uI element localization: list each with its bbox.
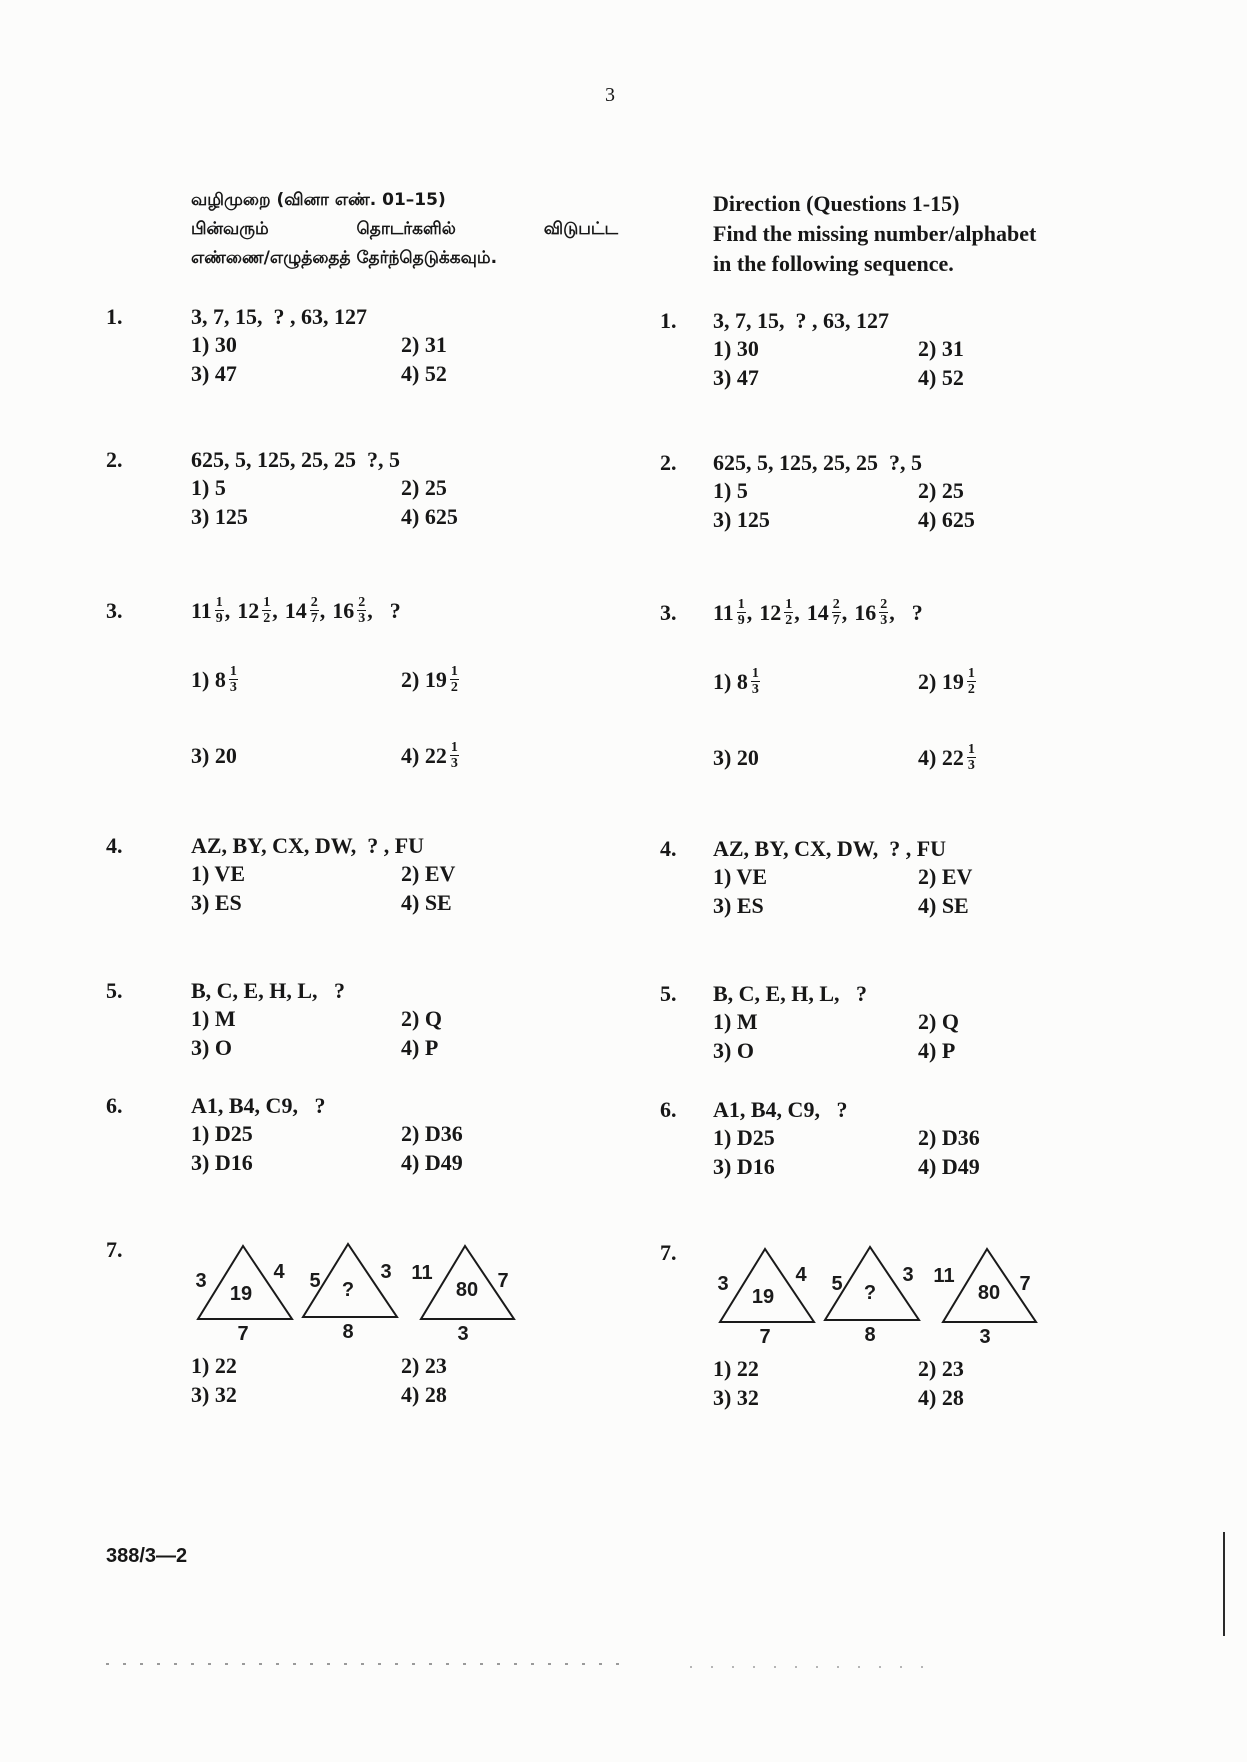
triangle-2-right-number: 3	[902, 1264, 914, 1286]
triangle-2	[825, 1247, 919, 1346]
triangle-3-left-number: 11	[411, 1262, 433, 1284]
option-1	[713, 661, 761, 701]
question-stem: 3, 7, 15, ? , 63, 127	[191, 304, 367, 329]
question-stem: AZ, BY, CX, DW, ? , FU	[713, 836, 947, 861]
denominator: 3	[450, 755, 458, 771]
numerator: 1	[785, 596, 793, 612]
option-text: 3) 20	[191, 742, 237, 768]
triangle-2-bottom-number: 8	[864, 1324, 876, 1346]
question-number: 6.	[660, 1097, 677, 1122]
option-4: 4) P	[401, 1035, 439, 1060]
option-1: 1) 22	[191, 1353, 237, 1378]
scan-dotted-line	[690, 1666, 930, 1668]
option-1: 1) VE	[713, 864, 767, 889]
option-1	[191, 659, 239, 699]
option-4: 4) 625	[918, 507, 975, 532]
question-number: 3.	[660, 600, 677, 625]
question-3-right	[660, 592, 1160, 772]
numerator: 2	[880, 596, 888, 612]
option-3: 3) O	[191, 1035, 232, 1060]
option-3: 3) 47	[191, 361, 237, 386]
triangle-2-left-number: 5	[831, 1273, 843, 1295]
whole-part: 14	[806, 599, 829, 625]
option-1: 1) M	[713, 1009, 758, 1034]
directions-english	[713, 189, 1036, 279]
mixed-number	[332, 595, 380, 626]
triangle-2-center-number: ?	[863, 1282, 877, 1304]
triangle-3-bottom-number: 3	[979, 1326, 991, 1348]
option-3: 3) 125	[191, 504, 248, 529]
option-1: 1) VE	[191, 861, 245, 886]
question-stem: 3, 7, 15, ? , 63, 127	[713, 308, 889, 333]
fraction	[737, 597, 746, 628]
triangle-2	[303, 1244, 397, 1343]
separator: ,	[794, 599, 800, 625]
question-number: 5.	[660, 981, 677, 1006]
directions-tamil-word: தொடர்களில்	[356, 219, 456, 239]
option-1: 1) 5	[713, 478, 748, 503]
option-2: 2) EV	[918, 864, 973, 889]
mixed-number	[854, 597, 902, 628]
triangle-3-bottom-number: 3	[457, 1323, 469, 1345]
triangle-3-right-number: 7	[1019, 1273, 1031, 1295]
numerator: 1	[967, 741, 975, 757]
option-1: 1) M	[191, 1006, 236, 1031]
denominator: 2	[263, 610, 271, 626]
option-1: 1) D25	[713, 1125, 775, 1150]
mixed-number	[759, 597, 807, 628]
option-3: 3) 47	[713, 365, 759, 390]
option-2	[918, 661, 977, 701]
denominator: 2	[967, 681, 975, 697]
whole-part: 11	[191, 597, 212, 623]
option-text: 1) 8	[191, 666, 226, 692]
fraction	[784, 597, 793, 628]
directions-tamil-word: விடுபட்ட	[543, 219, 618, 239]
triangle-1-center-number: 19	[229, 1283, 253, 1305]
triangle-3-left-number: 11	[933, 1265, 955, 1287]
question-stem: A1, B4, C9, ?	[191, 1093, 326, 1118]
question-7-right	[660, 1238, 1160, 1418]
option-3: 3) D16	[713, 1154, 775, 1179]
triangle-1-left-number: 3	[717, 1273, 729, 1295]
numerator: 1	[263, 594, 271, 610]
missing-term: ?	[911, 599, 923, 625]
option-1: 1) D25	[191, 1121, 253, 1146]
question-stem: A1, B4, C9, ?	[713, 1097, 848, 1122]
mixed-number	[285, 595, 333, 626]
option-4: 4) P	[918, 1038, 956, 1063]
option-4: 4) SE	[918, 893, 969, 918]
option-3: 3) ES	[191, 890, 242, 915]
question-7-left	[106, 1235, 606, 1415]
triangle-2-bottom-number: 8	[342, 1321, 354, 1343]
numerator: 2	[310, 594, 318, 610]
triangle-3	[933, 1249, 1036, 1348]
fraction	[215, 595, 224, 626]
option-text: 2) 19	[401, 666, 447, 692]
question-3-left	[106, 590, 606, 770]
option-1: 1) 30	[191, 332, 237, 357]
mixed-number	[713, 597, 759, 628]
question-stem: AZ, BY, CX, DW, ? , FU	[191, 833, 425, 858]
booklet-code: 388/3—2	[106, 1545, 188, 1567]
fraction	[310, 595, 319, 626]
directions-english-line3: in the following sequence.	[713, 251, 954, 276]
option-2: 2) D36	[401, 1121, 463, 1146]
option-2: 2) 25	[918, 478, 964, 503]
fraction	[450, 740, 459, 771]
triangle-3-right-number: 7	[497, 1270, 509, 1292]
triangle-1-right-number: 4	[795, 1264, 807, 1286]
question-stem: 625, 5, 125, 25, 25 ?, 5	[191, 447, 400, 472]
option-2: 2) EV	[401, 861, 456, 886]
option-4: 4) 625	[401, 504, 458, 529]
triangle-1	[195, 1246, 292, 1345]
triangle-3-center-number: 80	[977, 1282, 1001, 1304]
option-3	[713, 737, 759, 777]
fraction	[262, 595, 271, 626]
option-2: 2) 23	[918, 1356, 964, 1381]
option-2: 2) 31	[918, 336, 964, 361]
option-3: 3) 125	[713, 507, 770, 532]
fraction	[967, 742, 976, 773]
numerator: 1	[737, 596, 745, 612]
question-number: 7.	[106, 1237, 123, 1262]
triangle-1-right-number: 4	[273, 1261, 285, 1283]
denominator: 9	[737, 612, 745, 628]
missing-term: ?	[389, 597, 401, 623]
option-1: 1) 30	[713, 336, 759, 361]
triangle-3-center-number: 80	[455, 1279, 479, 1301]
option-3: 3) ES	[713, 893, 764, 918]
option-3	[191, 735, 237, 775]
denominator: 7	[310, 610, 318, 626]
separator: ,	[746, 599, 753, 625]
denominator: 3	[751, 681, 759, 697]
triangle-2-left-number: 5	[309, 1270, 321, 1292]
option-text: 1) 8	[713, 668, 748, 694]
denominator: 3	[880, 612, 888, 628]
option-4: 4) 28	[918, 1385, 964, 1410]
question-number: 2.	[660, 450, 677, 475]
question-number: 6.	[106, 1093, 123, 1118]
whole-part: 14	[284, 597, 307, 623]
option-4: 4) D49	[401, 1150, 463, 1175]
triangle-puzzle-figure	[713, 1243, 1043, 1348]
fraction	[751, 666, 760, 697]
numerator: 1	[967, 665, 975, 681]
triangle-2-center-number: ?	[341, 1279, 355, 1301]
directions-english-title: Direction (Questions 1-15)	[713, 191, 960, 216]
question-stem	[713, 592, 923, 632]
separator: ,	[319, 597, 326, 623]
directions-tamil-word: பின்வரும்	[191, 219, 269, 239]
option-4: 4) 52	[918, 365, 964, 390]
numerator: 1	[215, 594, 223, 610]
option-4: 4) 52	[401, 361, 447, 386]
option-3: 3) 32	[191, 1382, 237, 1407]
page-number: 3	[605, 84, 615, 106]
option-2: 2) 23	[401, 1353, 447, 1378]
option-text: 2) 19	[918, 668, 964, 694]
question-number: 7.	[660, 1240, 677, 1265]
question-number: 1.	[660, 308, 677, 333]
fraction	[879, 597, 888, 628]
option-text: 3) 20	[713, 744, 759, 770]
triangle-1-bottom-number: 7	[759, 1326, 771, 1348]
option-2: 2) Q	[918, 1009, 959, 1034]
numerator: 1	[229, 663, 237, 679]
question-number: 5.	[106, 978, 123, 1003]
option-3: 3) D16	[191, 1150, 253, 1175]
directions-tamil-line2	[191, 215, 618, 244]
question-number: 1.	[106, 304, 123, 329]
option-1: 1) 5	[191, 475, 226, 500]
numerator: 1	[751, 665, 759, 681]
separator: ,	[889, 599, 895, 625]
mixed-number	[807, 597, 855, 628]
whole-part: 16	[854, 599, 877, 625]
triangle-puzzle-figure	[191, 1240, 521, 1345]
separator: ,	[224, 597, 231, 623]
option-4: 4) D49	[918, 1154, 980, 1179]
mixed-number	[237, 595, 285, 626]
fraction	[450, 664, 459, 695]
option-text: 4) 22	[401, 742, 447, 768]
option-2: 2) D36	[918, 1125, 980, 1150]
directions-tamil-line3: எண்ணை/எழுத்தைத் தேர்ந்தெடுக்கவும்.	[191, 248, 498, 268]
option-4	[918, 737, 977, 777]
whole-part: 12	[759, 599, 782, 625]
option-text: 4) 22	[918, 744, 964, 770]
triangle-1-bottom-number: 7	[237, 1323, 249, 1345]
whole-part: 12	[237, 597, 260, 623]
scan-dotted-line	[106, 1663, 626, 1665]
directions-english-line2: Find the missing number/alphabet	[713, 221, 1037, 246]
scan-edge-mark	[1223, 1532, 1225, 1636]
separator: ,	[841, 599, 848, 625]
denominator: 2	[450, 679, 458, 695]
whole-part: 11	[713, 599, 734, 625]
mixed-number	[191, 595, 237, 626]
denominator: 2	[785, 612, 793, 628]
option-3: 3) 32	[713, 1385, 759, 1410]
fraction	[832, 597, 841, 628]
triangle-1-center-number: 19	[751, 1286, 775, 1308]
separator: ,	[367, 597, 373, 623]
question-stem	[191, 590, 401, 630]
option-2: 2) Q	[401, 1006, 442, 1031]
numerator: 2	[832, 596, 840, 612]
option-4: 4) SE	[401, 890, 452, 915]
numerator: 1	[450, 739, 458, 755]
question-number: 4.	[106, 833, 123, 858]
option-2	[401, 659, 460, 699]
denominator: 9	[215, 610, 223, 626]
question-number: 4.	[660, 836, 677, 861]
question-stem: B, C, E, H, L, ?	[713, 981, 868, 1006]
question-stem: B, C, E, H, L, ?	[191, 978, 346, 1003]
fraction	[229, 664, 238, 695]
triangle-1	[717, 1249, 814, 1348]
directions-tamil-title: வழிமுறை (வினா எண். 01–15)	[191, 190, 446, 210]
question-stem: 625, 5, 125, 25, 25 ?, 5	[713, 450, 922, 475]
option-3: 3) O	[713, 1038, 754, 1063]
numerator: 2	[358, 594, 366, 610]
option-4: 4) 28	[401, 1382, 447, 1407]
denominator: 3	[229, 679, 237, 695]
separator: ,	[272, 597, 278, 623]
triangle-2-right-number: 3	[380, 1261, 392, 1283]
fraction	[967, 666, 976, 697]
triangle-3	[411, 1246, 514, 1345]
option-4	[401, 735, 460, 775]
triangle-1-left-number: 3	[195, 1270, 207, 1292]
option-1: 1) 22	[713, 1356, 759, 1381]
denominator: 3	[358, 610, 366, 626]
denominator: 7	[832, 612, 840, 628]
denominator: 3	[967, 757, 975, 773]
option-2: 2) 25	[401, 475, 447, 500]
fraction	[357, 595, 366, 626]
question-number: 3.	[106, 598, 123, 623]
option-2: 2) 31	[401, 332, 447, 357]
directions-tamil	[191, 186, 618, 273]
question-number: 2.	[106, 447, 123, 472]
numerator: 1	[450, 663, 458, 679]
whole-part: 16	[332, 597, 355, 623]
